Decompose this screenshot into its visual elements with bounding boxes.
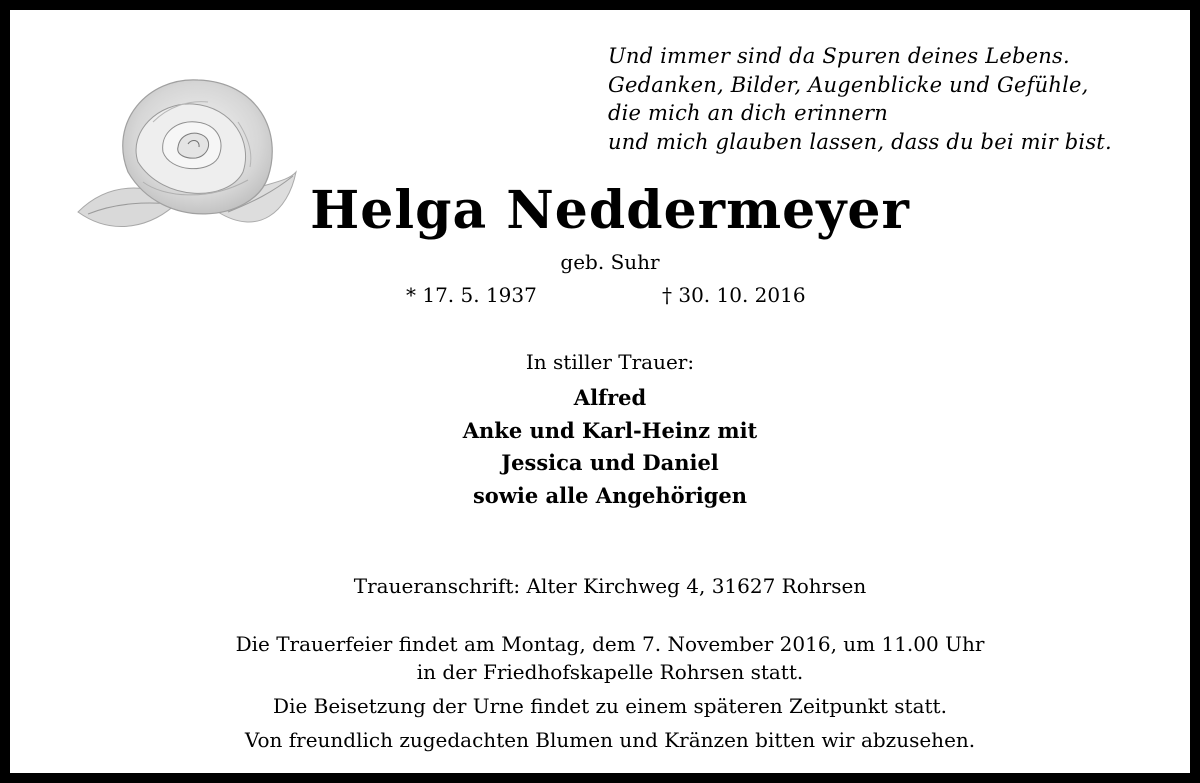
- deceased-name: Helga Neddermeyer: [310, 180, 910, 241]
- poem-line: die mich an dich erinnern: [608, 101, 888, 125]
- mourner-name: sowie alle Angehörigen: [472, 482, 748, 508]
- death-date: † 30. 10. 2016: [662, 283, 806, 307]
- service-line: in der Friedhofskapelle Rohrsen statt.: [416, 660, 804, 684]
- flowers-info: Von freundlich zugedachten Blumen und Kränzen bitten wir abzusehen.: [244, 728, 976, 752]
- poem-line: und mich glauben lassen, dass du bei mir bist.: [608, 129, 1112, 154]
- poem-line: Und immer sind da Spuren deines Lebens.: [608, 44, 1070, 68]
- mourning-intro: In stiller Trauer:: [525, 350, 695, 374]
- mourner-name: Alfred: [573, 385, 647, 410]
- maiden-name: geb. Suhr: [560, 250, 660, 274]
- service-info: [20, 630, 1200, 686]
- birth-date: * 17. 5. 1937: [406, 283, 537, 307]
- poem-line: Gedanken, Bilder, Augenblicke und Gefühle,: [608, 72, 1089, 97]
- mourner-name: Jessica und Daniel: [501, 450, 719, 475]
- mourning-address: Traueranschrift: Alter Kirchweg 4, 31627 Rohrsen: [353, 574, 867, 598]
- poem: [608, 42, 1168, 156]
- mourner-name: Anke und Karl-Heinz mit: [462, 417, 758, 443]
- mourners-list: [20, 382, 1200, 512]
- burial-info: Die Beisetzung der Urne findet zu einem späteren Zeitpunkt statt.: [273, 694, 947, 718]
- service-line: Die Trauerfeier findet am Montag, dem 7. November 2016, um 11.00 Uhr: [235, 632, 985, 656]
